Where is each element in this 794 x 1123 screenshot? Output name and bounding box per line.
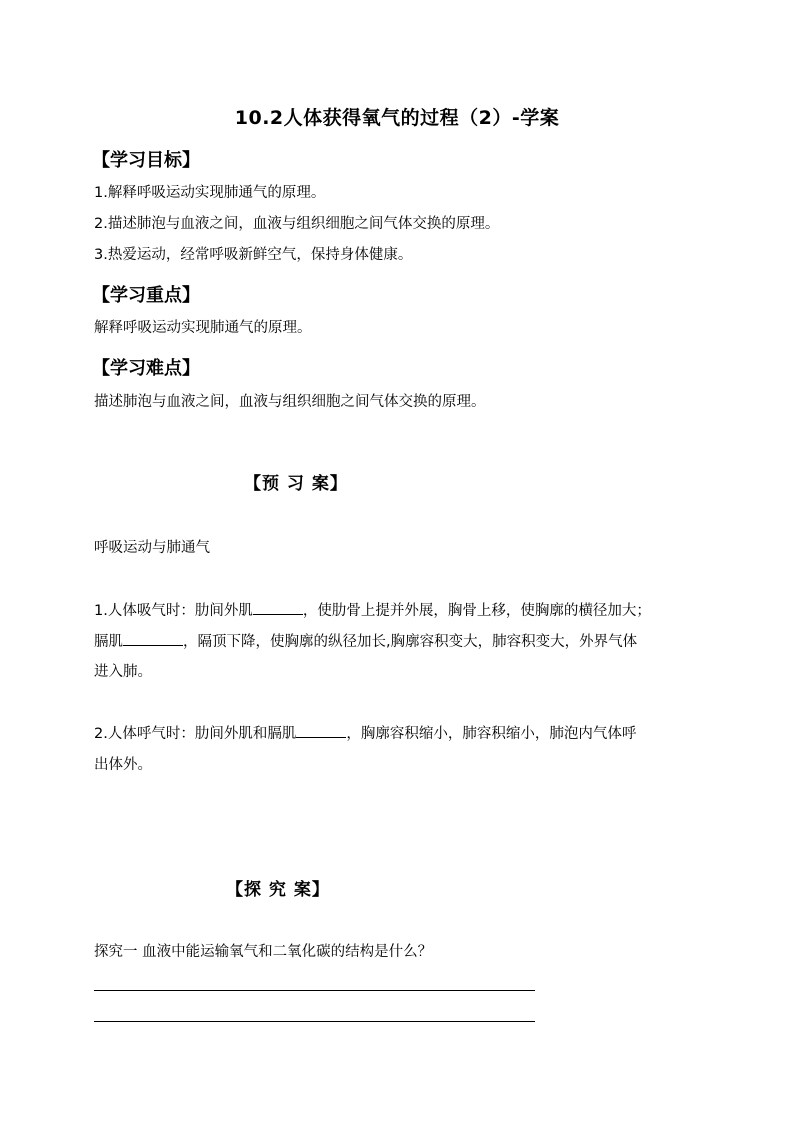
preview-q1-line2 [94, 631, 637, 652]
explore-heading: 【探 究 案】 [226, 880, 330, 900]
q2-line1-suffix: ，胸廓容积缩小，肺容积缩小，肺泡内气体呼 [346, 726, 637, 742]
q1-line1-prefix: 1.人体吸气时：肋间外肌 [94, 603, 253, 619]
q1-line2-prefix: 膈肌 [94, 634, 123, 650]
q1-line1-suffix: ，使肋骨上提并外展，胸骨上移，使胸廓的横径加大； [302, 603, 651, 619]
page-title: 10.2人体获得氧气的过程（2）-学案 [234, 107, 560, 129]
answer-line-2[interactable] [94, 1021, 535, 1022]
answer-blank-2[interactable] [123, 631, 183, 646]
goals-heading: 【学习目标】 [92, 150, 200, 171]
goal-item-3: 3.热爱运动，经常呼吸新鲜空气，保持身体健康。 [94, 247, 413, 263]
preview-q1-line3: 进入肺。 [94, 664, 152, 680]
preview-subtitle: 呼吸运动与肺通气 [94, 540, 210, 556]
preview-q2-line1 [94, 723, 636, 744]
preview-q1-line1 [94, 600, 651, 621]
key-points-text: 解释呼吸运动实现肺通气的原理。 [94, 320, 312, 336]
goal-item-1: 1.解释呼吸运动实现肺通气的原理。 [94, 185, 326, 201]
answer-blank-1[interactable] [253, 600, 303, 615]
difficulties-text: 描述肺泡与血液之间，血液与组织细胞之间气体交换的原理。 [94, 394, 486, 410]
explore-question-1: 探究一 血液中能运输氧气和二氧化碳的结构是什么？ [94, 944, 433, 960]
answer-blank-3[interactable] [296, 723, 346, 738]
q1-line2-suffix: ，隔顶下降，使胸廓的纵径加长,胸廓容积变大，肺容积变大，外界气体 [183, 634, 638, 650]
preview-heading: 【预 习 案】 [244, 474, 348, 494]
answer-line-1[interactable] [94, 990, 535, 991]
key-points-heading: 【学习重点】 [92, 285, 200, 306]
preview-q2-line2: 出体外。 [94, 757, 152, 773]
goal-item-2: 2.描述肺泡与血液之间，血液与组织细胞之间气体交换的原理。 [94, 216, 500, 232]
difficulties-heading: 【学习难点】 [92, 358, 200, 379]
q2-line1-prefix: 2.人体呼气时：肋间外肌和膈肌 [94, 726, 297, 742]
